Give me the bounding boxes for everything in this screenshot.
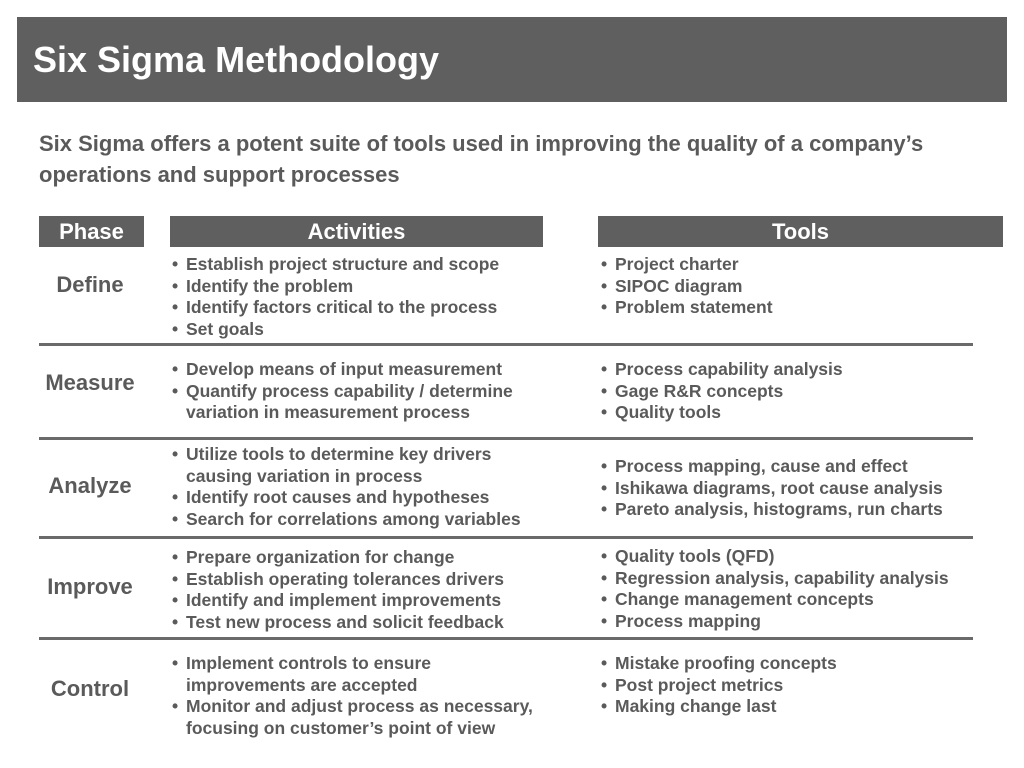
list-item: • Establish project structure and scope <box>172 254 499 276</box>
list-item: • Ishikawa diagrams, root cause analysis <box>601 478 943 500</box>
list-item: • Monitor and adjust process as necessary, focusing on customer’s point of view <box>172 696 533 739</box>
measure-activities <box>172 359 513 424</box>
phase-analyze-label: Analyze <box>48 473 132 498</box>
define-activities <box>172 254 499 340</box>
list-item: • Search for correlations among variables <box>172 509 521 531</box>
list-item: • Set goals <box>172 319 499 341</box>
list-item: • Utilize tools to determine key drivers causing variation in process <box>172 444 521 487</box>
define-tools <box>601 254 773 319</box>
header-activities: Activities <box>170 216 543 247</box>
list-item: • Gage R&R concepts <box>601 381 843 403</box>
list-item: • Identify factors critical to the process <box>172 297 499 319</box>
list-item: • Identify root causes and hypotheses <box>172 487 521 509</box>
list-item: • Process mapping, cause and effect <box>601 456 943 478</box>
list-item: • Problem statement <box>601 297 773 319</box>
phase-improve-label: Improve <box>47 574 133 599</box>
list-item: • Identify the problem <box>172 276 499 298</box>
list-item: • SIPOC diagram <box>601 276 773 298</box>
improve-tools <box>601 546 949 632</box>
header-tools: Tools <box>598 216 1003 247</box>
control-activities <box>172 653 533 739</box>
list-item: • Mistake proofing concepts <box>601 653 837 675</box>
list-item: • Test new process and solicit feedback <box>172 612 504 634</box>
analyze-activities <box>172 444 521 530</box>
list-item: • Quantify process capability / determine variation in measurement process <box>172 381 513 424</box>
list-item: • Develop means of input measurement <box>172 359 513 381</box>
subtitle: Six Sigma offers a potent suite of tools used in improving the quality of a company’s operations and support processes <box>39 131 924 187</box>
list-item: • Post project metrics <box>601 675 837 697</box>
list-item: • Process mapping <box>601 611 949 633</box>
row-divider <box>39 637 973 640</box>
list-item: • Project charter <box>601 254 773 276</box>
title-bar <box>17 17 1007 102</box>
list-item: • Quality tools (QFD) <box>601 546 949 568</box>
list-item: • Implement controls to ensure improvements are accepted <box>172 653 533 696</box>
list-item: • Making change last <box>601 696 837 718</box>
measure-tools <box>601 359 843 424</box>
list-item: • Prepare organization for change <box>172 547 504 569</box>
control-tools <box>601 653 837 718</box>
improve-activities <box>172 547 504 633</box>
list-item: • Change management concepts <box>601 589 949 611</box>
phase-define-label: Define <box>56 272 124 297</box>
list-item: • Pareto analysis, histograms, run charts <box>601 499 943 521</box>
row-divider <box>39 343 973 346</box>
row-divider <box>39 536 973 539</box>
header-phase: Phase <box>39 216 144 247</box>
list-item: • Establish operating tolerances drivers <box>172 569 504 591</box>
row-divider <box>39 437 973 440</box>
analyze-tools <box>601 456 943 521</box>
list-item: • Process capability analysis <box>601 359 843 381</box>
list-item: • Regression analysis, capability analysis <box>601 568 949 590</box>
phase-control-label: Control <box>50 676 130 701</box>
phase-measure-label: Measure <box>45 370 135 395</box>
page-title: Six Sigma Methodology <box>33 39 440 80</box>
list-item: • Quality tools <box>601 402 843 424</box>
list-item: • Identify and implement improvements <box>172 590 504 612</box>
